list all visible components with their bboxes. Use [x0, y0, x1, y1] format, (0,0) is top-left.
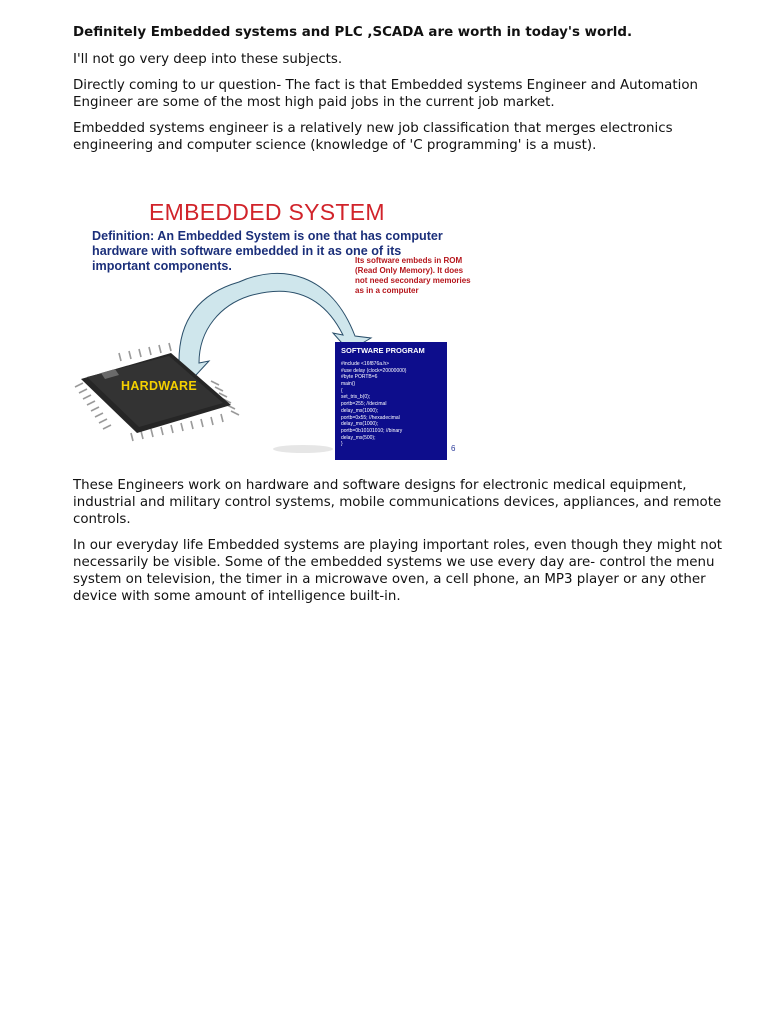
code-line: #include <16f876a.h>: [341, 361, 390, 367]
code-line: delay_ms(500);: [341, 434, 376, 441]
embedded-system-figure: [71, 193, 471, 463]
code-line: #byte PORTB=6: [341, 374, 378, 381]
figure-title: EMBEDDED SYSTEM: [149, 199, 385, 225]
figure-rom-note: Its software embeds in ROM (Read Only Memory). It does not need secondary memories as in a computer: [355, 256, 471, 295]
code-line: delay_ms(1000);: [341, 407, 379, 414]
hardware-label: HARDWARE: [121, 379, 198, 393]
paragraph-question: Directly coming to ur question- The fact is that Embedded systems Engineer and Automation Engineer are some of the most high paid jobs in the current job market.: [73, 78, 699, 110]
code-line: delay_ms(1000);: [341, 421, 379, 428]
code-line: portb=0b10101010; //binary: [341, 427, 403, 434]
document-page: [73, 24, 738, 614]
code-line: main(): [341, 381, 356, 388]
document-heading: Definitely Embedded systems and PLC ,SCADA are worth in today's world.: [73, 25, 633, 40]
software-code: [341, 361, 447, 448]
code-line: }: [341, 441, 343, 448]
code-line: portb=0x55; //hexadecimal: [341, 414, 400, 421]
software-program-title: SOFTWARE PROGRAM: [341, 346, 425, 355]
figure-corner-mark: 6: [451, 444, 456, 453]
paragraph-everyday-life: In our everyday life Embedded systems are playing important roles, even though they might not necessarily be visible. Some of the embedded systems we use every day are- control the menu system on television, the timer in a microwave oven, a cell phone, an MP3 player or any other device with some amount of intelligence built-in.: [73, 538, 723, 604]
code-line: #use delay (clock=20000000): [341, 367, 407, 374]
paragraph-definition: Embedded systems engineer is a relatively new job classification that merges electronics engineering and computer science (knowledge of 'C programming' is a must).: [73, 121, 673, 153]
paragraph-engineers-work: These Engineers work on hardware and software designs for electronic medical equipment, industrial and military control systems, mobile communications devices, appliances, and remote controls.: [73, 478, 722, 527]
paragraph-intro: I'll not go very deep into these subjects.: [73, 52, 343, 67]
code-line: {: [341, 387, 343, 394]
code-line: set_tris_b(0);: [341, 394, 371, 401]
code-line: portb=255; //decimal: [341, 401, 387, 408]
figure-definition: Definition: An Embedded System is one that has computer hardware with software embedded in it as one of its important components.: [92, 229, 443, 273]
software-program-box: [335, 342, 447, 460]
